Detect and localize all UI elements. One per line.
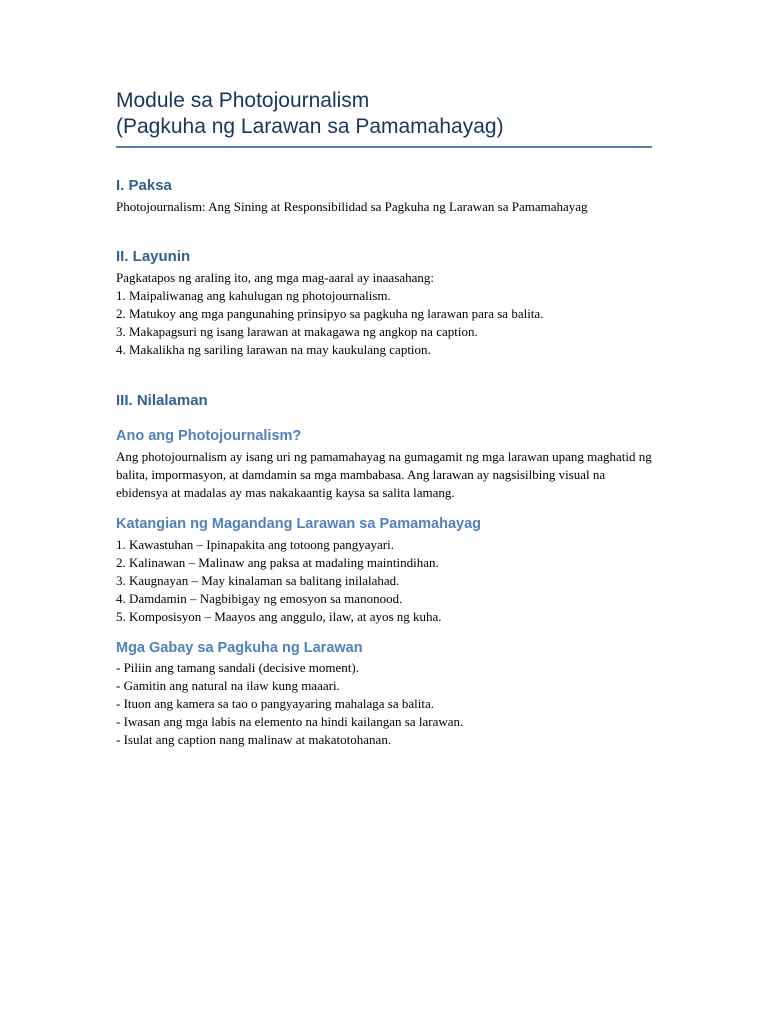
paksa-text: Photojournalism: Ang Sining at Responsibilidad sa Pagkuha ng Larawan sa Pamamahayag [116, 199, 588, 214]
list-item: - Gamitin ang natural na ilaw kung maaari. [116, 678, 340, 693]
subsection-katangian [116, 515, 652, 626]
document-title-line-1: Module sa Photojournalism [116, 89, 370, 112]
section-layunin [116, 248, 652, 359]
list-item: - Piliin ang tamang sandali (decisive moment). [116, 660, 359, 675]
document-page [116, 88, 652, 749]
layunin-list [116, 287, 652, 359]
document-title-line-2: (Pagkuha ng Larawan sa Pamamahayag) [116, 115, 504, 138]
document-title [116, 88, 652, 140]
layunin-intro: Pagkatapos ng araling ito, ang mga mag-aaral ay inaasahang: [116, 270, 435, 285]
title-underline [116, 146, 652, 148]
katangian-list [116, 536, 652, 626]
subsection-ano [116, 427, 652, 502]
list-item: 3. Makapagsuri ng isang larawan at makagawa ng angkop na caption. [116, 324, 478, 339]
section-heading-paksa: I. Paksa [116, 177, 172, 194]
section-paksa [116, 177, 652, 216]
subsection-heading-gabay: Mga Gabay sa Pagkuha ng Larawan [116, 640, 363, 656]
subsection-gabay [116, 639, 652, 749]
list-item: 5. Komposisyon – Maayos ang anggulo, ilaw, at ayos ng kuha. [116, 609, 442, 624]
list-item: 4. Damdamin – Nagbibigay ng emosyon sa manonood. [116, 591, 403, 606]
list-item: 1. Maipaliwanag ang kahulugan ng photojournalism. [116, 288, 391, 303]
section-heading-layunin: II. Layunin [116, 248, 191, 265]
list-item: 2. Matukoy ang mga pangunahing prinsipyo sa pagkuha ng larawan para sa balita. [116, 306, 544, 321]
list-item: 3. Kaugnayan – May kinalaman sa balitang inilalahad. [116, 573, 400, 588]
subsection-heading-katangian: Katangian ng Magandang Larawan sa Pamamahayag [116, 516, 482, 532]
ano-text: Ang photojournalism ay isang uri ng pamamahayag na gumagamit ng mga larawan upang maghatid ng balita, impormasyon, at damdamin sa mga mambabasa. Ang larawan ay nagsisilbing visual na ebidensya at madalas ay mas nakakaantig kaysa sa salita lamang. [116, 449, 652, 500]
list-item: - Isulat ang caption nang malinaw at makatotohanan. [116, 732, 392, 747]
section-heading-nilalaman: III. Nilalaman [116, 392, 208, 409]
list-item: 2. Kalinawan – Malinaw ang paksa at madaling maintindihan. [116, 555, 439, 570]
list-item: 4. Makalikha ng sariling larawan na may kaukulang caption. [116, 342, 431, 357]
list-item: 1. Kawastuhan – Ipinapakita ang totoong pangyayari. [116, 537, 394, 552]
subsection-heading-ano: Ano ang Photojournalism? [116, 428, 302, 444]
gabay-list [116, 659, 652, 749]
section-nilalaman [116, 392, 652, 749]
list-item: - Iwasan ang mga labis na elemento na hindi kailangan sa larawan. [116, 714, 464, 729]
list-item: - Ituon ang kamera sa tao o pangyayaring mahalaga sa balita. [116, 696, 435, 711]
